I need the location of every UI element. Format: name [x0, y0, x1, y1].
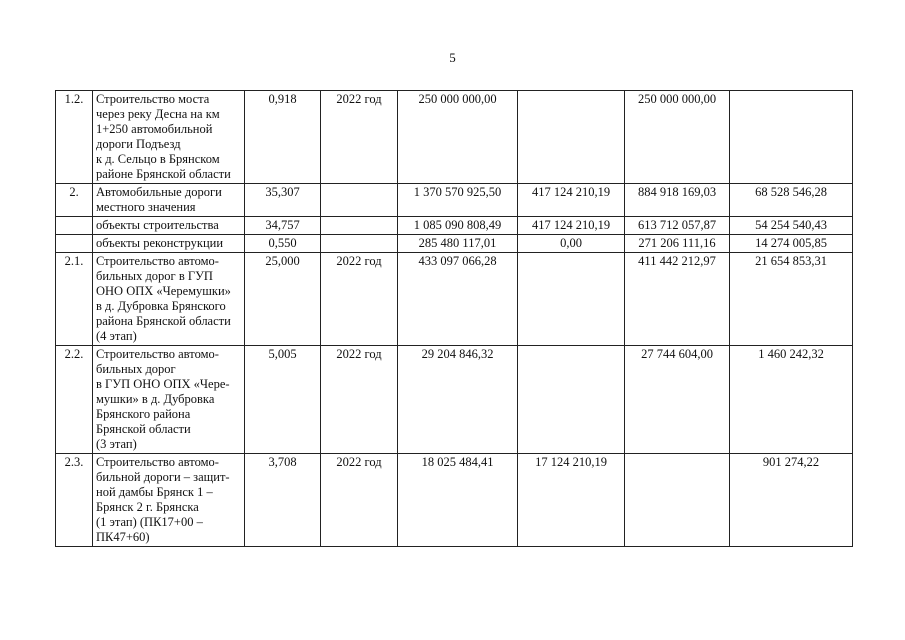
- row-number: 1.2.: [56, 91, 93, 184]
- length-km: 35,307: [245, 184, 321, 217]
- object-name: Автомобильные дороги местного значения: [93, 184, 245, 217]
- object-name: объекты строительства: [93, 217, 245, 235]
- regional-amount: 613 712 057,87: [625, 217, 730, 235]
- federal-amount: 0,00: [518, 235, 625, 253]
- row-number: [56, 235, 93, 253]
- object-name: Строительство автомо- бильных дорог в ГУП ОНО ОПХ «Чере- мушки» в д. Дубровка Брянского района Брянской области (3 этап): [93, 346, 245, 454]
- total-amount: 29 204 846,32: [398, 346, 518, 454]
- regional-amount: 411 442 212,97: [625, 253, 730, 346]
- local-amount: [730, 91, 853, 184]
- local-amount: 14 274 005,85: [730, 235, 853, 253]
- row-number: 2.1.: [56, 253, 93, 346]
- regional-amount: 884 918 169,03: [625, 184, 730, 217]
- length-km: 25,000: [245, 253, 321, 346]
- table-row: [56, 217, 853, 235]
- federal-amount: [518, 91, 625, 184]
- length-km: 34,757: [245, 217, 321, 235]
- length-km: 0,918: [245, 91, 321, 184]
- federal-amount: 417 124 210,19: [518, 217, 625, 235]
- total-amount: 433 097 066,28: [398, 253, 518, 346]
- federal-amount: [518, 253, 625, 346]
- table-row: [56, 235, 853, 253]
- total-amount: 285 480 117,01: [398, 235, 518, 253]
- local-amount: 901 274,22: [730, 454, 853, 547]
- object-name: Строительство автомо- бильной дороги – защит- ной дамбы Брянск 1 – Брянск 2 г. Брянска (1 этап) (ПК17+00 – ПК47+60): [93, 454, 245, 547]
- object-name: Строительство моста через реку Десна на км 1+250 автомобильной дороги Подъезд к д. Сельцо в Брянском районе Брянской области: [93, 91, 245, 184]
- table-row: [56, 454, 853, 547]
- object-name: Строительство автомо- бильных дорог в ГУП ОНО ОПХ «Черемушки» в д. Дубровка Брянского района Брянской области (4 этап): [93, 253, 245, 346]
- local-amount: 68 528 546,28: [730, 184, 853, 217]
- total-amount: 1 370 570 925,50: [398, 184, 518, 217]
- local-amount: 54 254 540,43: [730, 217, 853, 235]
- year: 2022 год: [321, 91, 398, 184]
- regional-amount: 250 000 000,00: [625, 91, 730, 184]
- total-amount: 18 025 484,41: [398, 454, 518, 547]
- year: 2022 год: [321, 346, 398, 454]
- table-row: [56, 253, 853, 346]
- row-number: [56, 217, 93, 235]
- table-row: [56, 91, 853, 184]
- federal-amount: [518, 346, 625, 454]
- row-number: 2.3.: [56, 454, 93, 547]
- regional-amount: 27 744 604,00: [625, 346, 730, 454]
- year: [321, 217, 398, 235]
- total-amount: 250 000 000,00: [398, 91, 518, 184]
- length-km: 3,708: [245, 454, 321, 547]
- table-row: [56, 184, 853, 217]
- length-km: 5,005: [245, 346, 321, 454]
- year: [321, 184, 398, 217]
- row-number: 2.: [56, 184, 93, 217]
- table-row: [56, 346, 853, 454]
- page-number: 5: [449, 50, 456, 65]
- length-km: 0,550: [245, 235, 321, 253]
- federal-amount: 417 124 210,19: [518, 184, 625, 217]
- year: 2022 год: [321, 454, 398, 547]
- regional-amount: [625, 454, 730, 547]
- object-name: объекты реконструкции: [93, 235, 245, 253]
- regional-amount: 271 206 111,16: [625, 235, 730, 253]
- total-amount: 1 085 090 808,49: [398, 217, 518, 235]
- year: [321, 235, 398, 253]
- federal-amount: 17 124 210,19: [518, 454, 625, 547]
- year: 2022 год: [321, 253, 398, 346]
- row-number: 2.2.: [56, 346, 93, 454]
- funding-table: [55, 90, 853, 547]
- local-amount: 21 654 853,31: [730, 253, 853, 346]
- local-amount: 1 460 242,32: [730, 346, 853, 454]
